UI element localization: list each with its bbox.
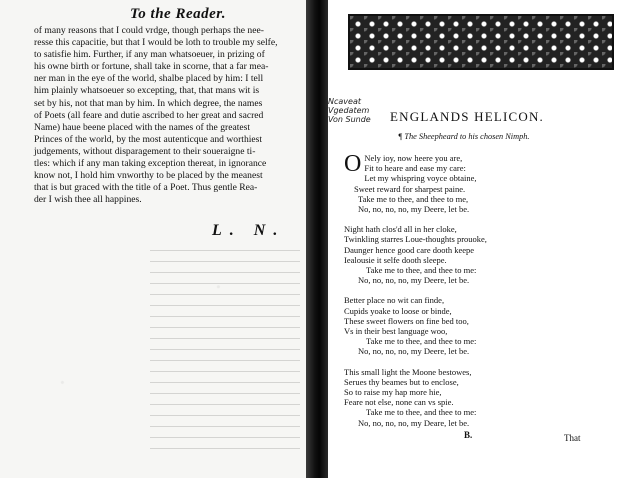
poem-line: Serues thy beames but to enclose, — [344, 376, 459, 387]
stanza — [344, 295, 604, 356]
annotation-line: Ncaveat — [328, 97, 361, 106]
poem-line: Twinkling starres Loue-thoughts prouoke, — [344, 234, 487, 245]
author-initials: L. N. — [212, 222, 286, 239]
text-line: of many reasons that I could vrdge, though perhaps the nee- — [34, 25, 264, 36]
signature-mark: B. — [464, 430, 473, 440]
preface-text — [34, 25, 296, 206]
page-header: To the Reader. — [130, 6, 227, 22]
annotation-line: Von Sunde — [328, 115, 371, 124]
text-line: tles: which if any man taking exception thereat, in ignorance — [34, 158, 267, 170]
drop-cap: O — [344, 151, 362, 177]
refrain-line: Take me to thee, and thee to me: — [366, 407, 477, 418]
text-line: of Poets (all feare and dutie ascribed to her great and sacred — [34, 109, 264, 121]
text-line: der I wish thee all happines. — [34, 194, 142, 206]
text-line: judgements, without disparagement to their soueraigne ti- — [34, 145, 256, 157]
poem-line: Night hath clos'd all in her cloke, — [344, 224, 457, 235]
poem-line: Fit to heare and ease my care: — [364, 163, 466, 174]
text-line: set by his, not that man by him. In which degree, the names — [34, 97, 263, 109]
poem-line: These sweet flowers on fine bed too, — [344, 315, 469, 326]
annotation-line: Vgedatem — [328, 106, 370, 115]
handwritten-annotation — [328, 97, 371, 124]
refrain-line: No, no, no, no, my Deere, let be. — [358, 275, 470, 286]
refrain-line: Take me to thee, and thee to me: — [366, 265, 477, 276]
text-line: Princes of the world, by the most autenticque and worthiest — [34, 133, 263, 145]
right-page — [328, 0, 623, 478]
poem-line: Daunger hence good care dooth keepe — [344, 244, 475, 255]
refrain-line: No, no, no, no, my Deare, let be. — [358, 417, 470, 428]
refrain-line: Take me to thee, and thee to me, — [358, 193, 469, 204]
poem-line: Cupids yoake to loose or binde, — [344, 305, 452, 316]
text-line: to satisfie him. Further, if any man whatsoeuer, in prizing of — [34, 49, 265, 61]
book-gutter — [306, 0, 328, 478]
catchword: That — [564, 433, 581, 443]
text-line: that is but graced with the title of a Poet. Thus gentle Rea- — [34, 182, 258, 194]
decorative-headpiece — [348, 14, 614, 70]
refrain-line: No, no, no, no, my Deere, let be. — [358, 204, 470, 215]
text-line: resse this capacitie, but that I would be loth to trouble my selfe, — [34, 37, 278, 49]
stanza — [344, 153, 604, 214]
text-line: Name) haue beene placed with the names of the greatest — [34, 121, 251, 133]
poem-line: Feare not else, none can vs spie. — [344, 397, 454, 408]
poem — [344, 153, 604, 438]
refrain-line: Take me to thee, and thee to me: — [366, 336, 477, 347]
poem-line: Vs in their best language woo, — [344, 326, 448, 337]
poem-line: Better place no wit can finde, — [344, 295, 445, 306]
poem-title: ¶ The Sheepheard to his chosen Nimph. — [398, 132, 530, 141]
poem-line: Sweet reward for sharpest paine. — [354, 183, 466, 194]
poem-line: Nely ioy, now heere you are, — [364, 153, 463, 163]
poem-line: This small light the Moone bestowes, — [344, 366, 472, 377]
text-line: him plainly whatsoeuer so excepting, that, that mans wit is — [34, 85, 260, 97]
refrain-line: No, no, no, no, my Deere, let be. — [358, 346, 470, 357]
show-through-bleed — [150, 250, 300, 450]
poem-line: Let my whispring voyce obtaine, — [364, 173, 477, 184]
text-line: his owne birth or fortune, shall take in scorne, that a far mea- — [34, 61, 269, 73]
text-line: ner man in the eye of the world, shalbe placed by him: I tell — [34, 73, 264, 85]
poem-line: Iealousie it selfe dooth sleepe. — [344, 254, 447, 265]
book-title: ENGLANDS HELICON. — [390, 109, 544, 124]
text-line: know not, I hold him vnworthy to be placed by the meanest — [34, 170, 263, 182]
poem-line: So to raise my hap more hie, — [344, 387, 442, 398]
stanza — [344, 367, 604, 428]
stanza — [344, 224, 604, 285]
